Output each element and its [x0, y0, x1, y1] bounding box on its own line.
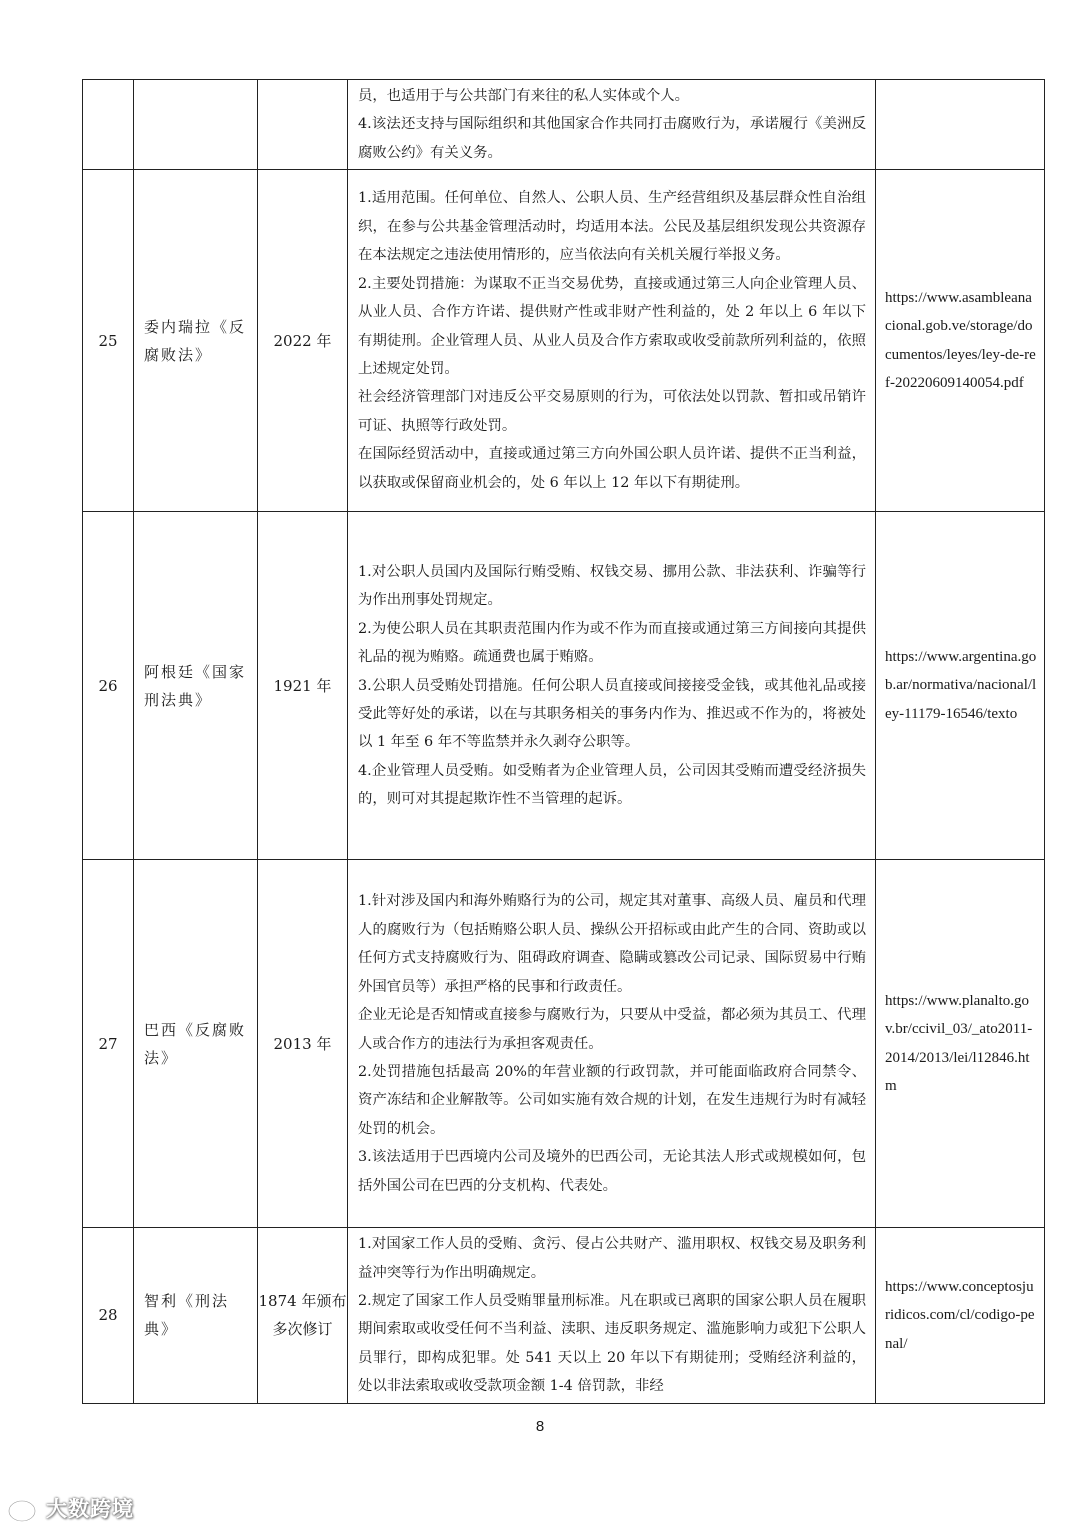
row-number: 28 — [83, 1228, 134, 1403]
law-table — [82, 79, 1045, 1404]
content-paragraph: 社会经济管理部门对违反公平交易原则的行为，可依法处以罚款、暂扣或吊销许可证、执照等行政处罚。 — [358, 389, 866, 434]
law-name: 委内瑞拉《反腐败法》 — [134, 170, 258, 512]
table-row — [83, 1228, 1045, 1403]
law-url — [876, 80, 1045, 170]
row-number: 27 — [83, 860, 134, 1228]
table-row — [83, 860, 1045, 1228]
law-year: 1874 年颁布 多次修订 — [258, 1228, 348, 1403]
content-paragraph: 2.主要处罚措施：为谋取不正当交易优势，直接或通过第三人向企业管理人员、从业人员、合作方许诺、提供财产性或非财产性利益的，处 2 年以上 6 年以下有期徒刑。企业管理人员、从业人员及合作方索取或收受前款所列利益的，依照上述规定处罚。 — [358, 275, 866, 377]
law-name: 巴西《反腐败法》 — [134, 860, 258, 1228]
law-year: 2022 年 — [258, 170, 348, 512]
law-url: https://www.argentina.gob.ar/normativa/nacional/ley-11179-16546/texto — [876, 512, 1045, 860]
weibo-logo-icon — [8, 1493, 42, 1523]
content-paragraph: 企业无论是否知情或直接参与腐败行为，只要从中受益，都必须为其员工、代理人或合作方的违法行为承担客观责任。 — [358, 1007, 866, 1052]
content-paragraph: 4.企业管理人员受贿。如受贿者为企业管理人员，公司因其受贿而遭受经济损失的，则可对其提起欺诈性不当管理的起诉。 — [358, 762, 866, 808]
law-name: 阿根廷《国家刑法典》 — [134, 512, 258, 860]
content-paragraph: 4.该法还支持与国际组织和其他国家合作共同打击腐败行为，承诺履行《美洲反腐败公约》有关义务。 — [358, 116, 866, 161]
table-row — [83, 80, 1045, 170]
content-paragraph: 2.为使公职人员在其职责范围内作为或不作为而直接或通过第三方间接向其提供礼品的视为贿赂。疏通费也属于贿赂。 — [358, 620, 866, 666]
table-row — [83, 170, 1045, 512]
row-number: 26 — [83, 512, 134, 860]
law-content — [348, 80, 876, 170]
law-content — [348, 1228, 876, 1403]
law-year: 1921 年 — [258, 512, 348, 860]
content-paragraph: 3.公职人员受贿处罚措施。任何公职人员直接或间接接受金钱，或其他礼品或接受此等好处的承诺，以在与其职务相关的事务内作为、推迟或不作为的，将被处以 1 年至 6 年不等监禁并永久剥夺公职等。 — [358, 677, 866, 751]
row-number — [83, 80, 134, 170]
law-content — [348, 860, 876, 1228]
content-paragraph: 1.对国家工作人员的受贿、贪污、侵占公共财产、滥用职权、权钱交易及职务利益冲突等行为作出明确规定。 — [358, 1236, 866, 1281]
law-url: https://www.conceptosjuridicos.com/cl/codigo-penal/ — [876, 1228, 1045, 1403]
law-content — [348, 170, 876, 512]
content-paragraph: 3.该法适用于巴西境内公司及境外的巴西公司，无论其法人形式或规模如何，包括外国公司在巴西的分支机构、代表处。 — [358, 1149, 866, 1194]
page-number: 8 — [535, 1418, 545, 1435]
law-url: https://www.asambleanacional.gob.ve/storage/documentos/leyes/ley-de-ref-20220609140054.pdf — [876, 170, 1045, 512]
watermark — [8, 1491, 134, 1525]
content-paragraph: 1.对公职人员国内及国际行贿受贿、权钱交易、挪用公款、非法获利、诈骗等行为作出刑事处罚规定。 — [358, 563, 866, 609]
content-paragraph: 在国际经贸活动中，直接或通过第三方向外国公职人员许诺、提供不正当利益，以获取或保留商业机会的，处 6 年以上 12 年以下有期徒刑。 — [358, 446, 866, 491]
law-name: 智利《刑法典》 — [134, 1228, 258, 1403]
content-paragraph: 员，也适用于与公共部门有来往的私人实体或个人。 — [358, 88, 689, 104]
law-url: https://www.planalto.gov.br/ccivil_03/_ato2011-2014/2013/lei/l12846.htm — [876, 860, 1045, 1228]
table-row — [83, 512, 1045, 860]
law-content — [348, 512, 876, 860]
row-number: 25 — [83, 170, 134, 512]
law-year: 2013 年 — [258, 860, 348, 1228]
law-year — [258, 80, 348, 170]
content-paragraph: 2.处罚措施包括最高 20%的年营业额的行政罚款，并可能面临政府合同禁令、资产冻结和企业解散等。公司如实施有效合规的计划，在发生违规行为时有减轻处罚的机会。 — [358, 1063, 866, 1137]
content-paragraph: 2.规定了国家工作人员受贿罪量刑标准。凡在职或已离职的国家公职人员在履职期间索取或收受任何不当利益、渎职、违反职务规定、滥施影响力或犯下公职人员罪行，即构成犯罪。处 541 天以上 20 年以下有期徒刑；受贿经济利益的，处以非法索取或收受款项金额 1-4 倍罚款，非经 — [358, 1293, 866, 1395]
content-paragraph: 1.针对涉及国内和海外贿赂行为的公司，规定其对董事、高级人员、雇员和代理人的腐败行为（包括贿赂公职人员、操纵公开招标或由此产生的合同、资助或以任何方式支持腐败行为、阻碍政府调查、隐瞒或篡改公司记录、国际贸易中行贿外国官员等）承担严格的民事和行政责任。 — [358, 893, 866, 995]
content-paragraph: 1.适用范围。任何单位、自然人、公职人员、生产经营组织及基层群众性自治组织，在参与公共基金管理活动时，均适用本法。公民及基层组织发现公共资源存在本法规定之违法使用情形的，应当依法向有关机关履行举报义务。 — [358, 190, 866, 264]
watermark-text: 大数跨境 — [46, 1497, 134, 1521]
law-name — [134, 80, 258, 170]
